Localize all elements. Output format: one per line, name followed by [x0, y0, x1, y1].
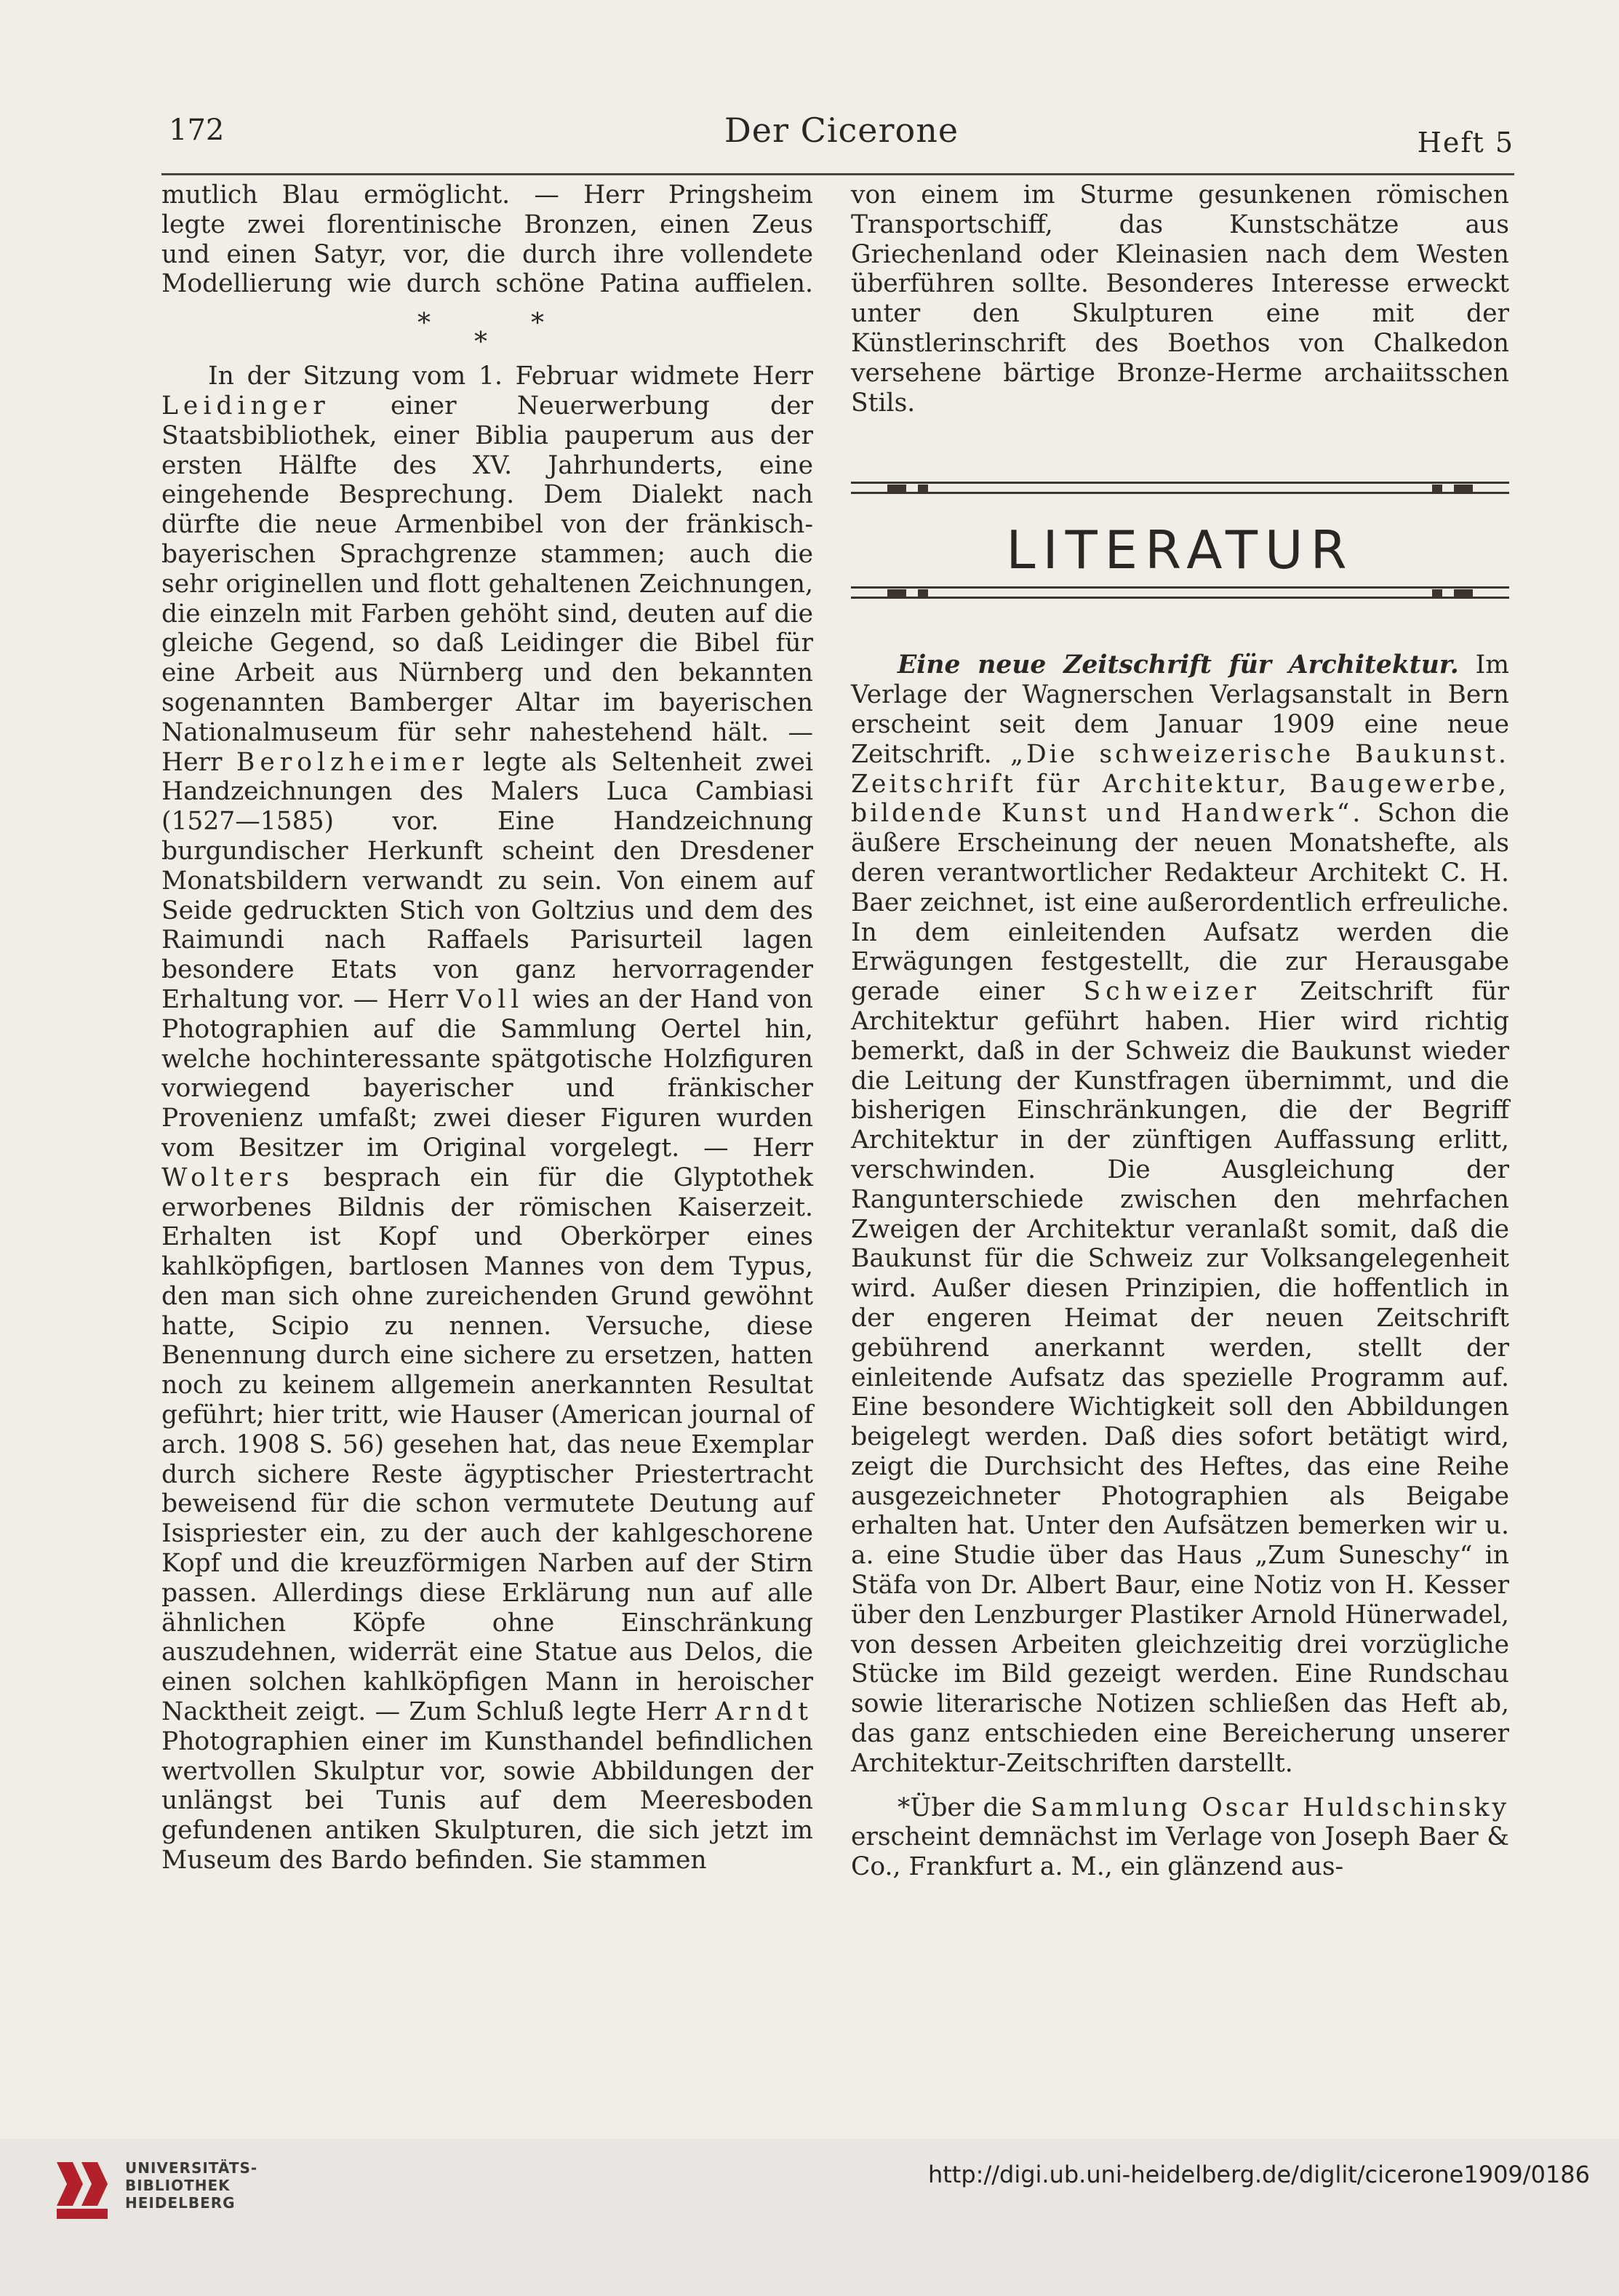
library-name — [125, 2159, 257, 2212]
text-line: mutlich Blau ermöglicht. — Herr Pringsheim — [161, 180, 813, 210]
text-segment: besprach ein für die Glyptothek erworbenes Bildnis der römischen Kaiserzeit. Erhalten ist Kopf und Oberkörper eines kahlköpfigen, bartlosen Mannes von dem Typus, den man sich ohne zureichenden Grund gewöhnt hatte, Scipio zu nennen. Versuche, diese Benennung durch eine sichere zu ersetzen, hatten noch zu keinem allgemein anerkannten Resultat geführt; hier tritt, wie Hauser (American journal of arch. 1908 S. 56) gesehen hat, das neue Exemplar durch sichere Reste ägyptischer Priestertracht beweisend für die schon vermutete Deutung auf Isispriester ein, zu der auch der kahlgeschorene Kopf und die kreuzförmigen Narben auf der Stirn passen. Allerdings diese Erklärung nun auf alle ähnlichen Köpfe ohne Einschränkung auszudehnen, widerrät eine Statue aus Delos, die einen solchen kahlköpfigen Mann in heroischer Nacktheit zeigt. — Zum Schluß legte Herr — [161, 1163, 813, 1727]
asterisk: * — [417, 308, 431, 339]
asterism-divider — [161, 300, 813, 362]
text-segment: In der Sitzung vom 1. Februar widmete Herr — [208, 362, 813, 391]
issue-label: Heft 5 — [1417, 127, 1514, 159]
left-paragraph-1 — [161, 180, 813, 299]
rule — [851, 586, 1509, 589]
spaced-name: Arndt — [715, 1697, 813, 1727]
asterisk: * — [531, 308, 544, 339]
asterisk: * — [474, 327, 487, 358]
ornament — [1454, 485, 1473, 493]
left-paragraph-2 — [161, 362, 813, 1876]
ornament — [887, 485, 906, 493]
spaced-word: Schweizer — [1083, 977, 1261, 1007]
right-paragraph-1: von einem im Sturme gesunkenen römischen Transportschiff, das Kunstschätze aus Griechenland oder Kleinasien nach dem Westen überführen sollte. Besonderes Interesse erweckt unter den Skulpturen eine mit der Künstlerinschrift des Boethos von Chalkedon versehene bärtige Bronze-Herme archaiitsschen Stils. — [851, 180, 1509, 418]
ornament — [887, 589, 906, 598]
spaced-title: „Die schweizerische Baukunst. Zeitschrift für Architektur, Baugewerbe, bildende Kunst und Handwerk“. — [851, 739, 1510, 829]
text-segment: legte als Seltenheit zwei Handzeichnungen des Malers Luca Cambiasi (1527—1585) vor. Eine Handzeichnung burgundischer Herkunft scheint den Dresdener Monatsbildern verwandt zu sein. Von einem auf Seide gedruckten Stich von Goltzius und dem des Raimundi nach Raffaels Parisurteil lagen besondere Etats von ganz hervorragender Erhaltung vor. — Herr — [161, 747, 813, 1014]
header-rule — [161, 173, 1514, 175]
section-heading: LITERATUR — [1006, 519, 1354, 581]
ornament — [1454, 589, 1473, 598]
running-title: Der Cicerone — [724, 111, 959, 150]
text-line: legte zwei florentinische Bronzen, einen Zeus — [161, 210, 813, 239]
text-segment: Photographien einer im Kunsthandel befindlichen wertvollen Skulptur vor, sowie Abbildungen der unlängst bei Tunis auf dem Meeresboden gefundenen antiken Skulpturen, die sich jetzt im Museum des Bardo befinden. Sie stammen — [161, 1726, 813, 1876]
ornament — [918, 485, 928, 493]
library-name-line: UNIVERSITÄTS- — [125, 2159, 258, 2177]
text-segment: Zeitschrift für Architektur geführt haben. Hier wird richtig bemerkt, daß in der Schweiz die Baukunst wieder die Leitung der Kunstfragen übernimmt, und die bisherigen Einschränkungen, die der Begriff Architektur in der zünftigen Auffassung erlitt, verschwinden. Die Ausgleichung der Rangunterschiede zwischen den mehrfachen Zweigen der Architektur veranlaßt somit, daß die Baukunst für die Schweiz zur Volksangelegenheit wird. Außer diesen Prinzipien, die hoffentlich in der engeren Heimat der neuen Zeitschrift gebührend anerkannt werden, stellt der einleitende Aufsatz das spezielle Programm auf. Eine besondere Wichtigkeit soll den Abbildungen beigelegt werden. Daß dies sofort betätigt wird, zeigt die Durchsicht des Heftes, das eine Reihe ausgezeichneter Photographien als Beigabe erhalten hat. Unter den Aufsätzen bemerken wir u. a. eine Studie über das Haus „Zum Suneschy“ in Stäfa von Dr. Albert Baur, eine Notiz von H. Kesser über den Lenzburger Plastiker Arnold Hünerwadel, von dessen Arbeiten gleichzeitig drei vorzügliche Stücke im Bild gezeigt werden. Eine Rundschau sowie literarische Notizen schließen das Heft ab, das ganz entschieden eine Bereicherung unserer Architektur-Zeitschriften darstellt. — [851, 977, 1509, 1778]
ornament — [1432, 485, 1442, 493]
library-logo-icon — [51, 2155, 113, 2225]
spaced-name: Leidinger — [161, 391, 330, 420]
source-url-link[interactable]: http://digi.ub.uni-heidelberg.de/diglit/cicerone1909/0186 — [927, 2161, 1590, 2188]
page-header — [169, 102, 1514, 167]
left-column — [161, 180, 813, 1876]
text-segment: Schon die äußere Erscheinung der neuen Monatshefte, als deren verantwortlicher Redakteur Architekt C. H. Baer zeichnet, ist eine außerordentlich erfreuliche. In dem einleitenden Aufsatz werden die Erwägungen festgestellt, die zur Herausgabe gerade einer — [851, 799, 1509, 1007]
rule — [851, 597, 1509, 599]
right-paragraph-3 — [851, 1793, 1509, 1882]
page-number: 172 — [169, 113, 225, 147]
spaced-name: Voll — [456, 984, 524, 1014]
text-segment: wies an der Hand von Photographien auf die Sammlung Oertel hin, welche hochinteressante spätgotische Holzfiguren vorwiegend bayerischer und fränkischer Provenienz umfaßt; zwei dieser Figuren wurden vom Besitzer im Original vorgelegt. — Herr — [161, 984, 813, 1163]
text-segment: einer Neuerwerbung der Staatsbibliothek, einer Biblia pauperum aus der ersten Hälfte des XV. Jahrhunderts, eine eingehende Besprechung. Dem Dialekt nach dürfte die neue Armenbibel von der fränkisch-bayerischen Sprachgrenze stammen; auch die sehr originellen und flott gehaltenen Zeichnungen, die einzeln mit Farben gehöht sind, deuten auf die gleiche Gegend, so daß Leidinger die Bibel für eine Arbeit aus Nürnberg und den bekannten sogenannten Bamberger Altar im bayerischen Nationalmuseum für sehr nahestehend hält. — Herr — [161, 391, 813, 777]
right-column — [851, 180, 1509, 1882]
text-line: Modellierung wie durch schöne Patina auffielen. — [161, 269, 813, 299]
text-segment: erscheint demnächst im Verlage von Joseph Baer & Co., Frankfurt a. M., ein glänzend aus- — [851, 1822, 1509, 1882]
spaced-name: Wolters — [161, 1163, 295, 1192]
ornament — [1432, 589, 1442, 598]
rule — [851, 482, 1509, 484]
text-segment: Im Verlage der Wagnerschen Verlagsanstalt in Bern erscheint seit dem Januar 1909 eine neue Zeitschrift. — [851, 650, 1509, 769]
review-title: Eine neue Zeitschrift für Architektur. — [898, 650, 1459, 680]
literatur-heading-box — [851, 482, 1509, 610]
ornament — [918, 589, 928, 598]
right-paragraph-2 — [851, 650, 1509, 1778]
library-name-line: HEIDELBERG — [125, 2194, 236, 2212]
spaced-name: Sammlung Oscar Huldschinsky — [1031, 1793, 1509, 1822]
text-segment: *Über die — [898, 1793, 1031, 1822]
library-name-line: BIBLIOTHEK — [125, 2177, 231, 2194]
spaced-name: Berolzheimer — [236, 747, 469, 777]
rule — [851, 492, 1509, 494]
text-line: und einen Satyr, vor, die durch ihre vollendete — [161, 239, 813, 269]
